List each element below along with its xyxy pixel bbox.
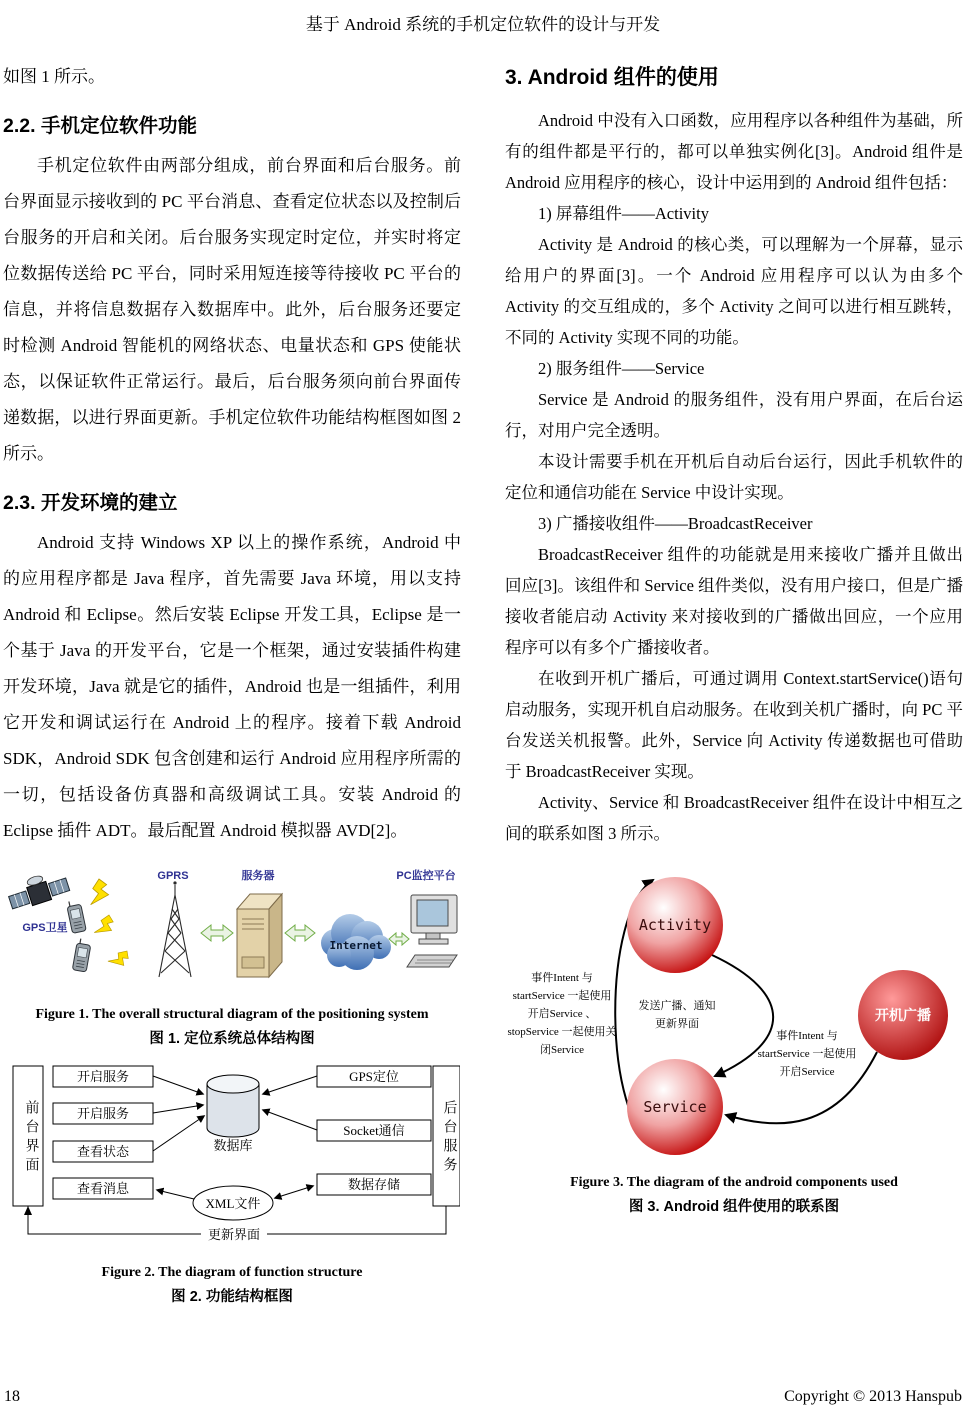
figure-3-canvas	[507, 863, 962, 1168]
service-node-label: Service	[642, 1098, 707, 1116]
svg-text:发送广播、通知: 发送广播、通知	[638, 1000, 715, 1012]
section-heading-2-3: 2.3. 开发环境的建立	[3, 492, 178, 514]
list-item-activity: 1) 屏幕组件——Activity	[538, 204, 709, 223]
running-head-title: 基于 Android 系统的手机定位软件的设计与开发	[305, 15, 661, 34]
front-item-label: 开启服务	[76, 1069, 129, 1084]
link-arrow	[201, 925, 233, 941]
paragraph-2-3: Android 支持 Windows XP 以上的操作系统，Android 中的应用程序都是 Java 程序，首先需要 Java 环境，用以支持 Android 和 Eclipse。然后安装 Eclipse 开发工具，Eclipse 是一个基于 Java 的开发平台，它是一个框架，通过安装插件构建开发环境，Java 就是它的插件，Android 也是一组插件，利用它开发和调试运行在 Android 上的程序。接着下载 Android SDK，Android SDK 包含创建和运行 Android 应用程序所需的一切，包括设备仿真器和高级调试工具。安装 Android 的 Eclipse 插件 ADT。最后配置 Android 模拟器 AVD[2]。	[3, 533, 461, 840]
paragraph-lead: 如图 1 所示。	[3, 67, 105, 86]
front-item-label: 开启服务	[76, 1106, 129, 1121]
svg-text:更新界面: 更新界面	[654, 1018, 699, 1030]
svg-text:stopService 一起使用关: stopService 一起使用关	[506, 1026, 617, 1038]
svg-text:开启Service 、: 开启Service 、	[527, 1008, 596, 1020]
back-item-label: 数据存储	[347, 1177, 400, 1192]
gprs-label: GPRS	[156, 870, 189, 882]
boot-broadcast-label: 开机广播	[874, 1007, 931, 1023]
figure-3-graphic	[507, 863, 962, 1163]
server-label: 服务器	[241, 870, 274, 882]
link-arrow	[285, 925, 315, 941]
section-heading-2-2: 2.2. 手机定位软件功能	[3, 115, 197, 137]
lightning-icon	[87, 878, 112, 909]
activity-node-label: Activity	[638, 916, 711, 934]
paragraph-2-2: 手机定位软件由两部分组成，前台界面和后台服务。前台界面显示接收到的 PC 平台消息、查看定位状态以及控制后台服务的开启和关闭。后台服务实现定时定位，并实时将定位数据传送给 PC 平台，同时采用短连接等待接收 PC 平台的信息，并将信息数据存入数据库中。此外，后台服务还要定时检测 Android 智能机的网络状态、电量状态和 GPS 使能状态，以保证软件正常运行。最后，后台服务须向前台界面传递数据，以进行界面更新。手机定位软件功能结构框图如图 2 所示。	[3, 156, 461, 463]
pc-platform-label: PC监控平台	[395, 870, 456, 882]
pc-monitor-icon	[407, 895, 457, 967]
paragraph-3-1: Android 中没有入口函数，应用程序以各种组件为基础，所有的组件都是平行的，都可以单独实例化[3]。Android 组件是 Android 应用程序的核心，设计中运用到的 Android 组件包括：	[505, 111, 963, 192]
antenna-tower-icon	[159, 881, 191, 977]
database-icon	[207, 1075, 259, 1137]
svg-text:事件Intent 与: 事件Intent 与	[775, 1030, 838, 1042]
svg-text:startService 一起使用: startService 一起使用	[512, 990, 611, 1002]
edge-label-right	[757, 1028, 856, 1078]
mobile-phone-icon	[65, 899, 85, 933]
left-column	[3, 59, 461, 1306]
front-panel-label: 前台界面	[23, 1100, 39, 1176]
gps-satellite-label: GPS卫星	[21, 922, 68, 934]
svg-text:闭Service: 闭Service	[539, 1044, 584, 1056]
gps-satellite-icon	[5, 868, 70, 912]
figure-1-caption-zh: 图 1. 定位系统总体结构图	[149, 1031, 315, 1047]
figure-1-caption-en: Figure 1. The overall structural diagram of the positioning system	[35, 1007, 429, 1022]
edge-label-middle	[638, 998, 715, 1030]
back-item-label: Socket通信	[342, 1123, 405, 1138]
update-label: 更新界面	[207, 1227, 260, 1242]
paragraph-3-7: Activity、Service 和 BroadcastReceiver 组件在设计中相互之间的联系如图 3 所示。	[505, 793, 963, 843]
svg-text:事件Intent 与: 事件Intent 与	[530, 972, 593, 984]
boot-to-service-arrow	[726, 1052, 877, 1123]
figure-3-caption-zh: 图 3. Android 组件使用的联系图	[628, 1199, 840, 1215]
svg-text:startService 一起使用: startService 一起使用	[757, 1048, 856, 1060]
copyright-notice: Copyright © 2013 Hanspub	[784, 1388, 962, 1405]
paragraph-3-2: Activity 是 Android 的核心类，可以理解为一个屏幕，显示给用户的界面[3]。一个 Android 应用程序可以认为由多个 Activity 的交互组成的，多个 Activity 之间可以进行相互跳转，不同的 Activity 实现不同的功能。	[505, 235, 963, 347]
list-item-service: 2) 服务组件——Service	[538, 359, 705, 378]
section-heading-3: 3. Android 组件的使用	[505, 66, 719, 89]
lightning-icon	[106, 949, 131, 971]
figure-1-canvas	[5, 867, 460, 1000]
paragraph-3-5: BroadcastReceiver 组件的功能就是用来接收广播并且做出回应[3]。该组件和 Service 组件类似，没有用户接口，但是广播接收者能启动 Activity 来对接收到的广播做出回应，一个应用程序可以有多个广播接收者。	[505, 545, 963, 657]
right-column	[505, 59, 963, 1306]
figure-3-caption-en: Figure 3. The diagram of the android components used	[570, 1175, 898, 1190]
internet-label: Internet	[329, 939, 382, 952]
edge-label-left	[507, 970, 616, 1056]
figure-3	[505, 863, 963, 1216]
page-footer	[0, 1388, 966, 1406]
figure-2-caption-en: Figure 2. The diagram of function structure	[101, 1265, 363, 1280]
paragraph-3-6: 在收到开机广播后，可通过调用 Context.startService()语句启动服务，实现开机自启动服务。在收到关机广播时，向 PC 平台发送关机报警。此外，Service 向 Activity 传递数据也可借助于 BroadcastReceiver 实现。	[505, 669, 963, 781]
front-item-label: 查看状态	[76, 1144, 129, 1159]
two-column-layout	[0, 35, 966, 1306]
link-arrow	[389, 933, 409, 945]
figure-2-caption-zh: 图 2. 功能结构框图	[171, 1289, 293, 1305]
back-item-label: GPS定位	[348, 1069, 399, 1084]
figure-2	[3, 1058, 461, 1306]
internet-cloud-icon	[321, 914, 391, 970]
list-item-broadcastreceiver: 3) 广播接收组件——BroadcastReceiver	[538, 514, 813, 533]
svg-text:开启Service: 开启Service	[779, 1066, 834, 1078]
update-arrowhead	[24, 1206, 32, 1215]
figure-1-graphic	[5, 867, 460, 995]
page-number: 18	[4, 1388, 20, 1405]
xml-file-label: XML文件	[205, 1196, 260, 1211]
figure-1	[3, 867, 461, 1048]
figure-2-graphic	[5, 1058, 460, 1253]
mobile-phone-icon	[72, 938, 91, 972]
database-label: 数据库	[212, 1138, 253, 1153]
paragraph-3-3: Service 是 Android 的服务组件，没有用户界面，在后台运行，对用户完全透明。	[505, 390, 963, 440]
figure-2-canvas	[5, 1058, 460, 1258]
lightning-icon	[92, 913, 118, 940]
server-icon	[237, 894, 282, 977]
paragraph-3-4: 本设计需要手机在开机后自动后台运行，因此手机软件的定位和通信功能在 Service 中设计实现。	[505, 452, 963, 502]
front-item-label: 查看消息	[76, 1181, 129, 1196]
back-panel-label: 后台服务	[441, 1100, 457, 1176]
